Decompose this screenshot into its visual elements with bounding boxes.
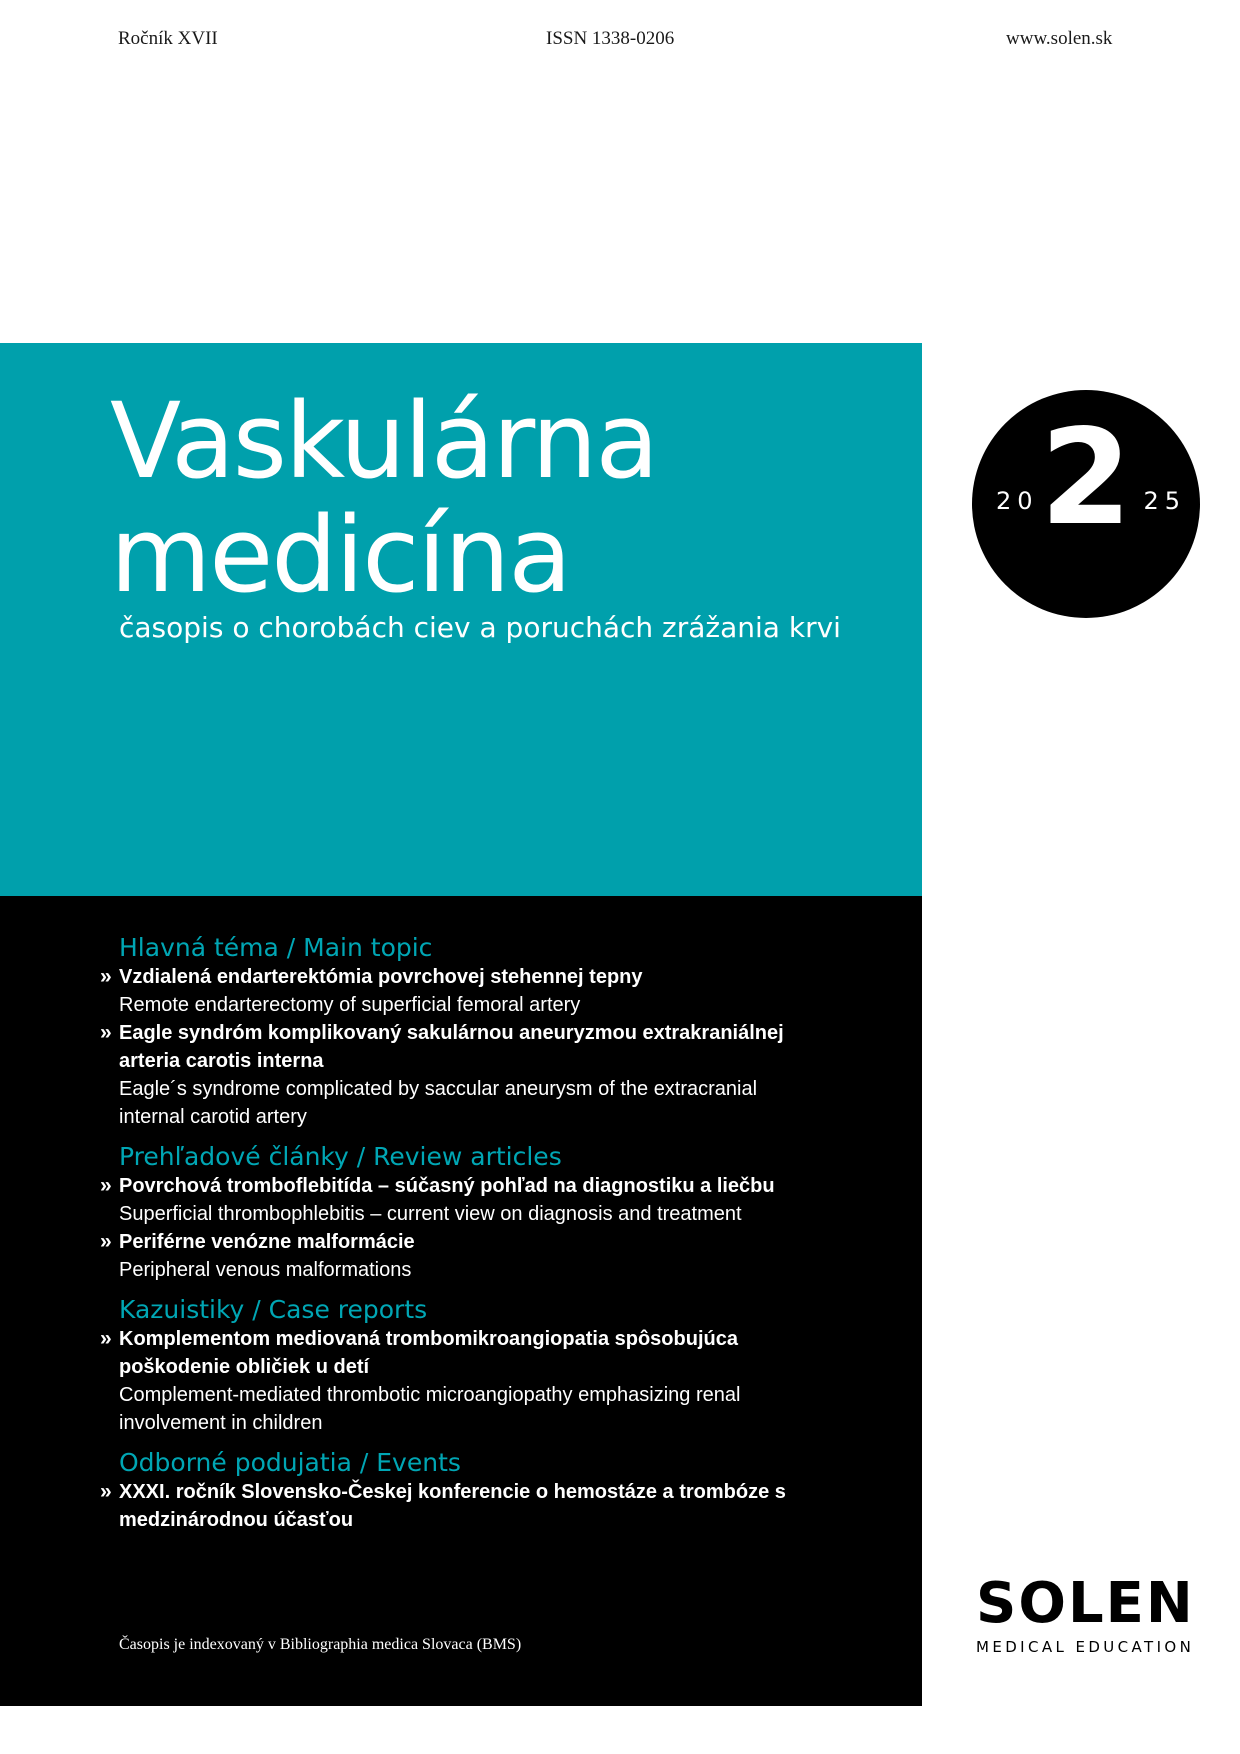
journal-title-line-2: medicína — [110, 494, 570, 616]
issue-year-right: 25 — [1143, 487, 1186, 515]
bullet-marker-icon: » — [100, 965, 112, 988]
header-row — [0, 28, 1240, 58]
title-panel — [0, 343, 922, 896]
bullet-marker-icon: » — [100, 1327, 112, 1350]
article-entry — [0, 963, 922, 1019]
article-title-sk: Vzdialená endarterektómia povrchovej stehennej tepny — [119, 966, 643, 988]
article-title-sk: Eagle syndróm komplikovaný sakulárnou aneuryzmou extrakraniálnej arteria carotis interna — [119, 1022, 784, 1072]
article-title-sk: Periférne venózne malformácie — [119, 1231, 415, 1253]
bullet-marker-icon: » — [100, 1021, 112, 1044]
volume-label: Ročník XVII — [118, 28, 218, 49]
publisher-name: SOLEN — [976, 1571, 1195, 1636]
article-entry — [0, 1325, 922, 1437]
section-heading: Kazuistiky / Case reports — [119, 1295, 428, 1324]
article-entry — [0, 1478, 922, 1534]
article-title-en: Superficial thrombophlebitis – current view on diagnosis and treatment — [119, 1203, 742, 1225]
issn-label: ISSN 1338-0206 — [546, 28, 675, 49]
index-note: Časopis je indexovaný v Bibliographia medica Slovaca (BMS) — [119, 1636, 522, 1653]
contents-panel — [0, 896, 922, 1706]
article-title-en: Peripheral venous malformations — [119, 1259, 412, 1281]
article-entry — [0, 1019, 922, 1131]
section-heading: Odborné podujatia / Events — [119, 1448, 461, 1477]
issue-year-left: 20 — [996, 487, 1039, 515]
article-title-en: Complement-mediated thrombotic microangiopathy emphasizing renal involvement in children — [119, 1384, 741, 1434]
article-title-sk: Komplementom mediovaná trombomikroangiopatia spôsobujúca poškodenie obličiek u detí — [119, 1328, 738, 1378]
issue-badge — [972, 390, 1200, 618]
article-title-en: Remote endarterectomy of superficial femoral artery — [119, 994, 581, 1016]
toc-section — [0, 1294, 922, 1437]
website-link[interactable]: www.solen.sk — [1006, 28, 1113, 49]
article-entry — [0, 1228, 922, 1284]
toc-section — [0, 932, 922, 1131]
bullet-marker-icon: » — [100, 1174, 112, 1197]
issue-number: 2 — [1040, 401, 1132, 555]
section-heading: Hlavná téma / Main topic — [119, 933, 433, 962]
article-entry — [0, 1172, 922, 1228]
journal-title-line-1: Vaskulárna — [110, 380, 658, 502]
toc-section — [0, 1141, 922, 1284]
article-title-sk: Povrchová tromboflebitída – súčasný pohľad na diagnostiku a liečbu — [119, 1175, 775, 1197]
bullet-marker-icon: » — [100, 1480, 112, 1503]
toc-section — [0, 1447, 922, 1534]
article-title-en: Eagle´s syndrome complicated by saccular aneurysm of the extracranial internal carotid artery — [119, 1078, 758, 1128]
bullet-marker-icon: » — [100, 1230, 112, 1253]
publisher-tagline: MEDICAL EDUCATION — [976, 1638, 1195, 1656]
section-heading: Prehľadové články / Review articles — [119, 1142, 562, 1171]
publisher-logo — [976, 1571, 1195, 1656]
table-of-contents — [0, 932, 922, 1544]
journal-subtitle: časopis o chorobách ciev a poruchách zrážania krvi — [119, 611, 841, 644]
article-title-sk: XXXI. ročník Slovensko-Českej konferencie o hemostáze a trombóze s medzinárodnou účasťou — [119, 1481, 786, 1531]
